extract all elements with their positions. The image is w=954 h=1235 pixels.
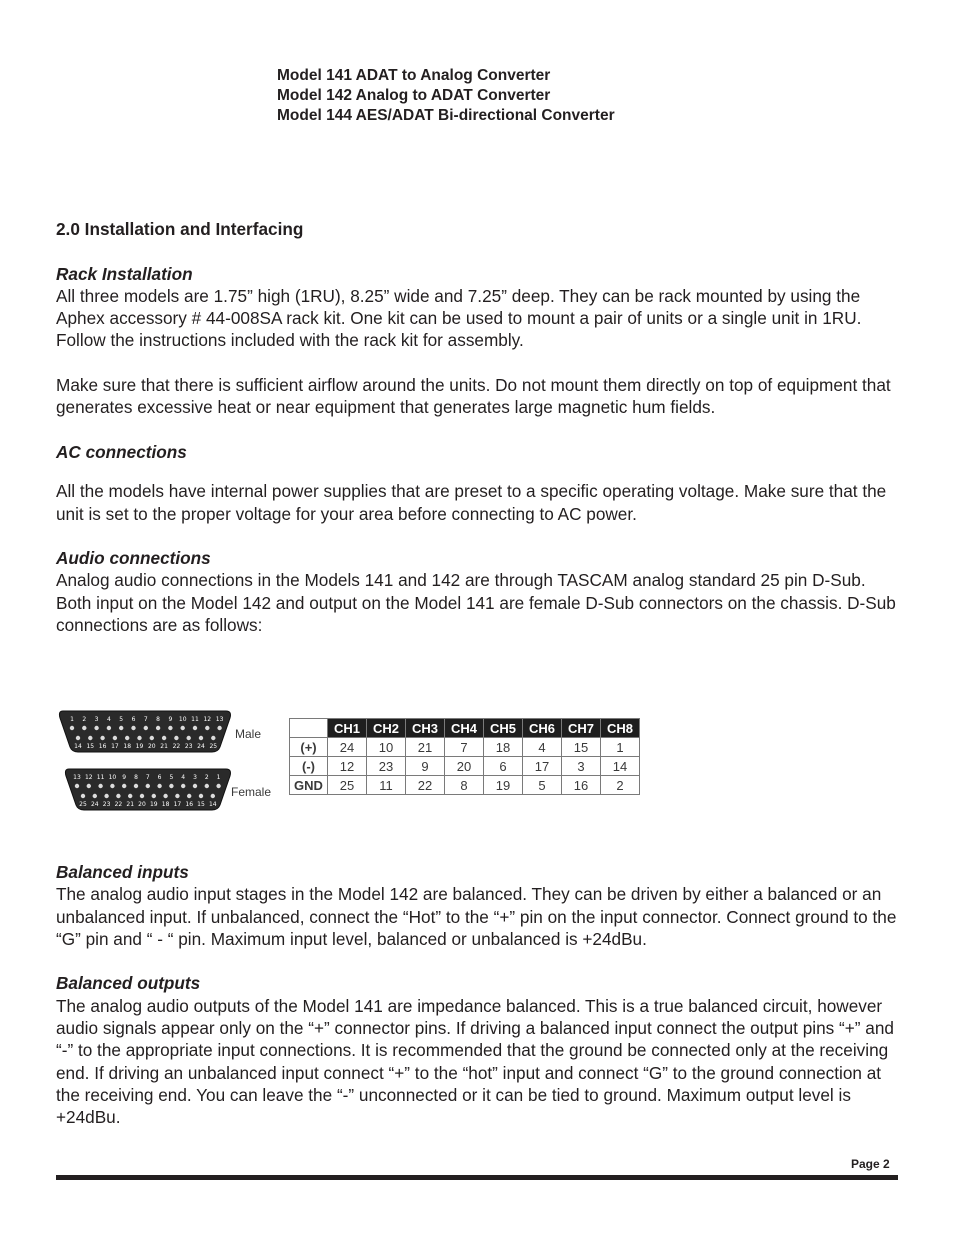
header-line-144: Model 144 AES/ADAT Bi-directional Converter xyxy=(277,107,615,124)
pin-dot xyxy=(94,726,98,730)
rack-installation-heading: Rack Installation xyxy=(56,263,193,284)
pin-number: 7 xyxy=(145,774,150,781)
pin-number: 4 xyxy=(181,774,186,781)
pin-number: 9 xyxy=(168,716,173,723)
header-ch7: CH7 xyxy=(562,719,601,738)
pin-dot xyxy=(211,794,215,798)
pin-dot xyxy=(162,736,166,740)
pin-number: 5 xyxy=(169,774,174,781)
pin-number: 12 xyxy=(203,716,212,723)
pin-number: 5 xyxy=(119,716,124,723)
pin-dot xyxy=(168,726,172,730)
pin-dot xyxy=(87,784,91,788)
pin-dot xyxy=(174,736,178,740)
header-ch3: CH3 xyxy=(406,719,445,738)
pin-dot xyxy=(93,794,97,798)
female-dsub-connector-icon xyxy=(64,765,232,813)
table-cell: 1 xyxy=(601,738,640,757)
table-cell: 14 xyxy=(601,757,640,776)
pin-dot xyxy=(144,726,148,730)
pin-number: 2 xyxy=(204,774,209,781)
audio-connections-heading: Audio connections xyxy=(56,548,211,569)
pin-dot xyxy=(107,726,111,730)
document-header xyxy=(277,66,615,126)
page-number: Page 2 xyxy=(851,1157,890,1171)
row-label-plus: (+) xyxy=(290,738,328,757)
table-cell: 4 xyxy=(523,738,562,757)
table-row xyxy=(290,776,640,795)
balanced-inputs-paragraph: The analog audio input stages in the Model 142 are balanced. They can be driven by either a balanced or an unbalanced input. If unbalanced, connect the “Hot” to the “+” pin on the input connector. Connect ground to the “G” pin and “ - “ pin. Maximum input level, balanced or unbalanced is +24dBu. xyxy=(56,884,897,949)
pin-dot xyxy=(122,784,126,788)
table-cell: 15 xyxy=(562,738,601,757)
pin-number: 22 xyxy=(114,801,123,808)
rack-paragraph-1: All three models are 1.75” high (1RU), 8.25” wide and 7.25” deep. They can be rack mounted by using the Aphex accessory # 44-008SA rack kit. One kit can be used to mount a pair of units or a single unit in 1RU. Follow the instructions included with the rack kit for assembly. xyxy=(56,285,862,351)
table-cell: 2 xyxy=(601,776,640,795)
main-content xyxy=(56,218,901,636)
pin-number: 1 xyxy=(216,774,221,781)
footer-rule xyxy=(56,1175,898,1180)
table-cell: 21 xyxy=(406,738,445,757)
pin-number: 20 xyxy=(138,801,146,808)
pin-dot xyxy=(110,784,114,788)
pin-dot xyxy=(205,784,209,788)
male-label: Male xyxy=(235,727,262,741)
balanced-outputs-paragraph: The analog audio outputs of the Model 141 are impedance balanced. This is a true balanced circuit, however audio signals appear only on the “+” connector pins. If driving a balanced input connect the output pins “+” and “-” to the appropriate input connections. It is recommended that the ground be connected only at the receiving end. If driving an unbalanced input connect “+” to the “hot” input and connect “G” to the ground connection at the receiving end. You can leave the “-” unconnected or it can be tied to ground. Maximum output level is +24dBu. xyxy=(56,995,894,1128)
table-cell: 25 xyxy=(328,776,367,795)
table-cell: 16 xyxy=(562,776,601,795)
pin-number: 7 xyxy=(143,716,148,723)
pin-dot xyxy=(88,736,92,740)
pin-dot xyxy=(205,726,209,730)
balanced-outputs-heading: Balanced outputs xyxy=(56,973,201,994)
ac-paragraph: All the models have internal power supplies that are preset to a specific operating voltage. Make sure that the unit is set to the proper voltage for your area before connecting to AC power. xyxy=(56,481,887,524)
pin-number: 10 xyxy=(108,774,117,781)
pin-dot xyxy=(169,784,173,788)
male-dsub-connector-icon xyxy=(58,707,233,755)
row-label-gnd: GND xyxy=(290,776,328,795)
pin-dot xyxy=(181,784,185,788)
pin-dot xyxy=(140,794,144,798)
pin-dot xyxy=(76,736,80,740)
header-ch2: CH2 xyxy=(367,719,406,738)
pin-dot xyxy=(98,784,102,788)
header-ch4: CH4 xyxy=(445,719,484,738)
pin-dot xyxy=(134,784,138,788)
pin-dot xyxy=(113,736,117,740)
female-label: Female xyxy=(231,785,272,799)
table-cell: 18 xyxy=(484,738,523,757)
pin-number: 14 xyxy=(74,743,82,750)
table-cell: 9 xyxy=(406,757,445,776)
pin-number: 11 xyxy=(191,716,199,723)
pin-number: 14 xyxy=(208,801,217,808)
pin-number: 3 xyxy=(94,716,99,723)
dsub-pinout-figure xyxy=(58,707,658,817)
pin-dot xyxy=(82,726,86,730)
pin-dot xyxy=(199,736,203,740)
pin-number: 19 xyxy=(149,801,158,808)
pin-dot xyxy=(193,726,197,730)
table-row xyxy=(290,738,640,757)
pin-number: 12 xyxy=(84,774,93,781)
audio-paragraph: Analog audio connections in the Models 141 and 142 are through TASCAM analog standard 25 pin D-Sub. Both input on the Model 142 and output on the Model 141 are female D-Sub connectors on the chassis. D-Sub connections are as follows: xyxy=(56,570,896,636)
pin-number: 1 xyxy=(70,716,74,723)
header-line-142: Model 142 Analog to ADAT Converter xyxy=(277,87,551,104)
pin-number: 8 xyxy=(134,774,138,781)
table-cell: 3 xyxy=(562,757,601,776)
pin-number: 23 xyxy=(102,801,111,808)
pin-assignment-table xyxy=(289,718,640,795)
table-cell: 6 xyxy=(484,757,523,776)
pin-dot xyxy=(81,794,85,798)
pin-dot xyxy=(217,726,221,730)
table-cell: 8 xyxy=(445,776,484,795)
pin-dot xyxy=(150,736,154,740)
table-cell: 12 xyxy=(328,757,367,776)
pin-number: 23 xyxy=(184,743,193,750)
pin-number: 18 xyxy=(161,801,170,808)
pin-dot xyxy=(116,794,120,798)
pin-dot xyxy=(193,784,197,788)
pin-dot xyxy=(119,726,123,730)
pin-dot xyxy=(152,794,156,798)
pin-number: 9 xyxy=(122,774,127,781)
pin-number: 22 xyxy=(172,743,181,750)
table-cell: 17 xyxy=(523,757,562,776)
pin-dot xyxy=(181,726,185,730)
pin-number: 8 xyxy=(156,716,161,723)
pin-number: 16 xyxy=(185,801,194,808)
pin-number: 2 xyxy=(82,716,87,723)
header-ch5: CH5 xyxy=(484,719,523,738)
header-ch1: CH1 xyxy=(328,719,367,738)
pin-number: 6 xyxy=(157,774,162,781)
ac-connections-heading: AC connections xyxy=(56,441,187,462)
pin-number: 21 xyxy=(160,743,168,750)
pin-dot xyxy=(128,794,132,798)
balanced-inputs-heading: Balanced inputs xyxy=(56,862,189,882)
table-header-row xyxy=(290,719,640,738)
pin-number: 25 xyxy=(79,801,87,808)
pin-number: 13 xyxy=(73,774,81,781)
pin-dot xyxy=(131,726,135,730)
pin-dot xyxy=(163,794,167,798)
pin-dot xyxy=(104,794,108,798)
pin-number: 25 xyxy=(209,743,218,750)
pin-number: 6 xyxy=(131,716,136,723)
pin-dot xyxy=(100,736,104,740)
pin-dot xyxy=(175,794,179,798)
pin-dot xyxy=(125,736,129,740)
table-corner-cell xyxy=(290,719,328,738)
table-cell: 5 xyxy=(523,776,562,795)
pin-number: 24 xyxy=(90,801,99,808)
pin-dot xyxy=(187,736,191,740)
pin-number: 3 xyxy=(193,774,197,781)
pin-number: 19 xyxy=(135,743,144,750)
table-cell: 24 xyxy=(328,738,367,757)
pin-number: 4 xyxy=(106,716,111,723)
pin-number: 18 xyxy=(123,743,132,750)
header-ch8: CH8 xyxy=(601,719,640,738)
table-cell: 11 xyxy=(367,776,406,795)
pin-number: 16 xyxy=(98,743,107,750)
pin-dot xyxy=(216,784,220,788)
balanced-sections xyxy=(56,861,901,1129)
row-label-minus: (-) xyxy=(290,757,328,776)
pin-dot xyxy=(199,794,203,798)
table-row xyxy=(290,757,640,776)
pin-dot xyxy=(157,784,161,788)
table-cell: 19 xyxy=(484,776,523,795)
pin-number: 17 xyxy=(111,743,119,750)
pin-dot xyxy=(156,726,160,730)
pin-dot xyxy=(137,736,141,740)
pin-dot xyxy=(70,726,74,730)
table-cell: 7 xyxy=(445,738,484,757)
table-cell: 20 xyxy=(445,757,484,776)
pin-dot xyxy=(146,784,150,788)
table-cell: 23 xyxy=(367,757,406,776)
pin-number: 10 xyxy=(178,716,187,723)
pin-number: 17 xyxy=(173,801,182,808)
section-title: 2.0 Installation and Interfacing xyxy=(56,219,304,239)
pin-number: 13 xyxy=(215,716,224,723)
pin-dot xyxy=(75,784,79,788)
pin-number: 21 xyxy=(126,801,135,808)
pin-dot xyxy=(211,736,215,740)
pin-number: 11 xyxy=(96,774,105,781)
table-cell: 10 xyxy=(367,738,406,757)
pin-number: 24 xyxy=(197,743,205,750)
pin-dot xyxy=(187,794,191,798)
pin-number: 20 xyxy=(147,743,156,750)
header-ch6: CH6 xyxy=(523,719,562,738)
table-cell: 22 xyxy=(406,776,445,795)
pin-number: 15 xyxy=(197,801,205,808)
pin-number: 15 xyxy=(86,743,95,750)
header-line-141: Model 141 ADAT to Analog Converter xyxy=(277,67,551,84)
rack-paragraph-2: Make sure that there is sufficient airflow around the units. Do not mount them directly on top of equipment that generates excessive heat or near equipment that generates large magnetic hum fields. xyxy=(56,375,891,418)
